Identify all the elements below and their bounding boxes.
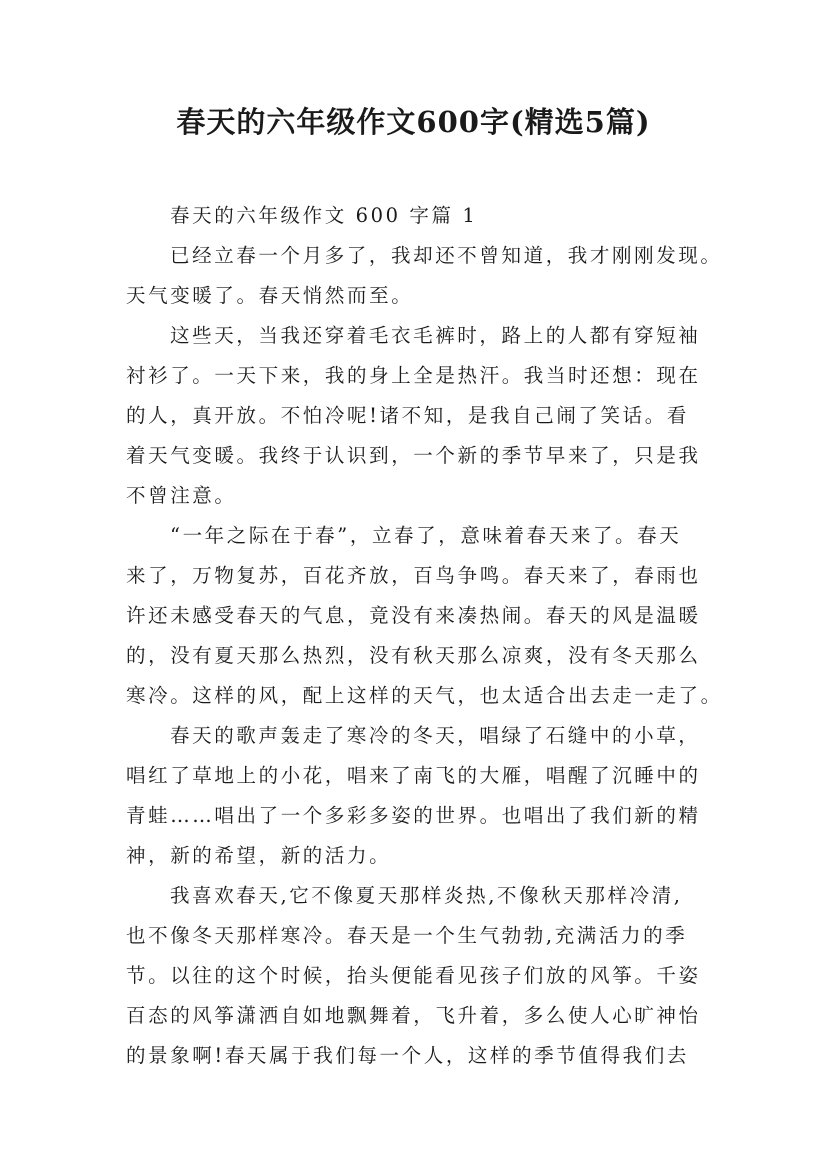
paragraph-line: 也不像冬天那样寒冷。春天是一个生气勃勃,充满活力的季 (126, 924, 688, 947)
paragraph-line: 的人，真开放。不怕冷呢!诸不知，是我自己闹了笑话。看 (126, 404, 689, 427)
paragraph-line: “一年之际在于春”，立春了，意味着春天来了。春天 (170, 524, 682, 547)
paragraph-3 (126, 516, 723, 716)
paragraph-line: 天气变暖了。春天悄然而至。 (126, 284, 414, 307)
paragraph-line: 神，新的希望，新的活力。 (126, 844, 392, 867)
paragraph-line: 衬衫了。一天下来，我的身上全是热汗。我当时还想：现在 (126, 364, 701, 387)
paragraph-4 (126, 716, 711, 876)
paragraph-5 (126, 876, 711, 1076)
paragraph-line: 节。以往的这个时候，抬头便能看见孩子们放的风筝。千姿 (126, 964, 701, 987)
paragraph-line: 唱红了草地上的小花，唱来了南飞的大雁，唱醒了沉睡中的 (126, 764, 701, 787)
paragraph-line: 来了，万物复苏，百花齐放，百鸟争鸣。春天来了，春雨也 (126, 564, 701, 587)
paragraph-line: 我喜欢春天,它不像夏天那样炎热,不像秋天那样冷清, (170, 884, 683, 907)
paragraph-line: 的景象啊!春天属于我们每一个人，这样的季节值得我们去 (126, 1044, 689, 1067)
paragraph-line: 已经立春一个月多了，我却还不曾知道，我才刚刚发现。 (170, 244, 723, 267)
paragraph-line: 青蛙……唱出了一个多彩多姿的世界。也唱出了我们新的精 (126, 804, 701, 827)
paragraph-line: 春天的歌声轰走了寒冷的冬天，唱绿了石缝中的小草， (170, 724, 701, 747)
paragraph-line: 这些天，当我还穿着毛衣毛裤时，路上的人都有穿短袖 (170, 324, 701, 347)
document-body (126, 196, 723, 1076)
paragraph-2 (126, 316, 711, 516)
paragraph-line: 的，没有夏天那么热烈，没有秋天那么凉爽，没有冬天那么 (126, 644, 701, 667)
paragraph-line: 寒冷。这样的风，配上这样的天气，也太适合出去走一走了。 (126, 684, 723, 707)
paragraph-line: 着天气变暖。我终于认识到，一个新的季节早来了，只是我 (126, 444, 701, 467)
document-title: 春天的六年级作文600字(精选5篇) (176, 105, 651, 139)
section-heading: 春天的六年级作文 600 字篇 1 (170, 204, 478, 227)
paragraph-line: 不曾注意。 (126, 484, 237, 507)
paragraph-1 (126, 236, 723, 316)
paragraph-line: 百态的风筝潇洒自如地飘舞着，飞升着，多么使人心旷神怡 (126, 1004, 701, 1027)
paragraph-line: 许还未感受春天的气息，竟没有来凑热闹。春天的风是温暖 (126, 604, 701, 627)
